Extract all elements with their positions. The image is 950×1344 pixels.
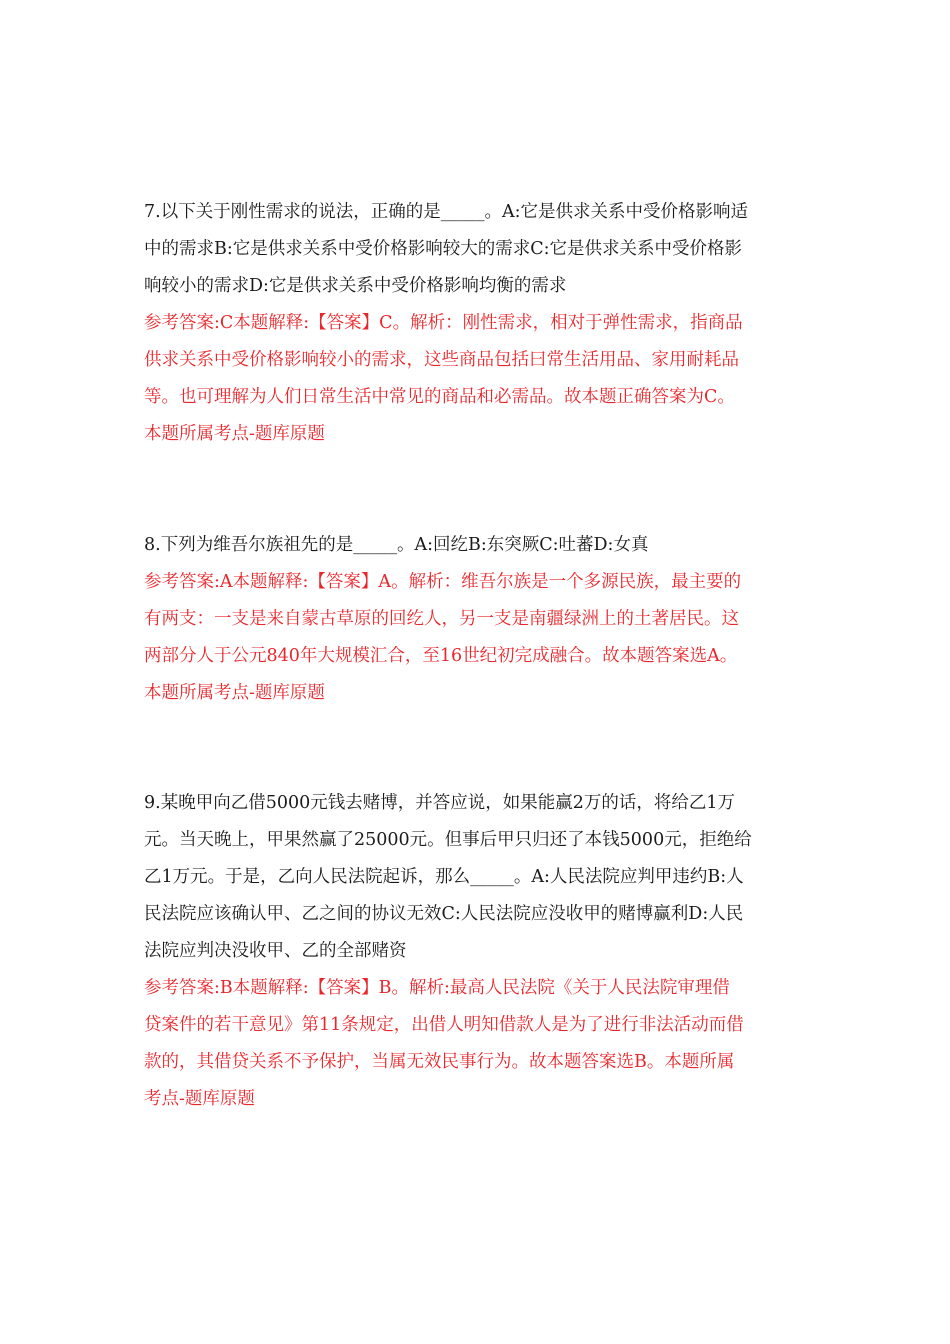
answer-line: 有两支：一支是来自蒙古草原的回纥人，另一支是南疆绿洲上的土著居民。这 <box>144 609 739 629</box>
question-block-7 <box>144 194 808 453</box>
answer-explanation <box>144 564 808 712</box>
answer-line: 两部分人于公元840年大规模汇合，至16世纪初完成融合。故本题答案选A。 <box>144 646 738 666</box>
question-line: 乙1万元。于是，乙向人民法院起诉，那么_____。A:人民法院应判甲违约B:人 <box>144 867 744 887</box>
question-line: 响较小的需求D:它是供求关系中受价格影响均衡的需求 <box>144 276 567 296</box>
question-line: 民法院应该确认甲、乙之间的协议无效C:人民法院应没收甲的赌博赢利D:人民 <box>144 904 744 924</box>
answer-line: 参考答案:A本题解释:【答案】A。解析：维吾尔族是一个多源民族，最主要的 <box>144 572 742 592</box>
question-text <box>144 194 808 305</box>
answer-line: 本题所属考点-题库原题 <box>144 683 325 703</box>
question-text <box>144 527 808 564</box>
answer-line: 考点-题库原题 <box>144 1089 255 1109</box>
answer-line: 参考答案:B本题解释:【答案】B。解析:最高人民法院《关于人民法院审理借 <box>144 978 730 998</box>
answer-explanation <box>144 305 808 453</box>
question-line: 中的需求B:它是供求关系中受价格影响较大的需求C:它是供求关系中受价格影 <box>144 239 743 259</box>
question-block-8 <box>144 527 808 712</box>
answer-line: 参考答案:C本题解释:【答案】C。解析：刚性需求，相对于弹性需求，指商品 <box>144 313 743 333</box>
question-line: 9.某晚甲向乙借5000元钱去赌博，并答应说，如果能赢2万的话，将给乙1万 <box>144 793 735 813</box>
question-line: 7.以下关于刚性需求的说法，正确的是_____。A:它是供求关系中受价格影响适 <box>144 202 748 222</box>
question-line: 8.下列为维吾尔族祖先的是_____。A:回纥B:东突厥C:吐蕃D:女真 <box>144 535 649 555</box>
answer-line: 供求关系中受价格影响较小的需求，这些商品包括曰常生活用品、家用耐耗品 <box>144 350 739 370</box>
answer-line: 贷案件的若干意见》第11条规定，出借人明知借款人是为了进行非法活动而借 <box>144 1015 744 1035</box>
answer-line: 等。也可理解为人们日常生活中常见的商品和必需品。故本题正确答案为C。 <box>144 387 735 407</box>
question-block-9 <box>144 785 808 1118</box>
question-line: 法院应判决没收甲、乙的全部赌资 <box>144 941 407 961</box>
question-line: 元。当天晚上，甲果然赢了25000元。但事后甲只归还了本钱5000元，拒绝给 <box>144 830 752 850</box>
answer-line: 款的，其借贷关系不予保护，当属无效民事行为。故本题答案选B。本题所属 <box>144 1052 735 1072</box>
answer-explanation <box>144 970 808 1118</box>
question-text <box>144 785 808 970</box>
answer-line: 本题所属考点-题库原题 <box>144 424 325 444</box>
